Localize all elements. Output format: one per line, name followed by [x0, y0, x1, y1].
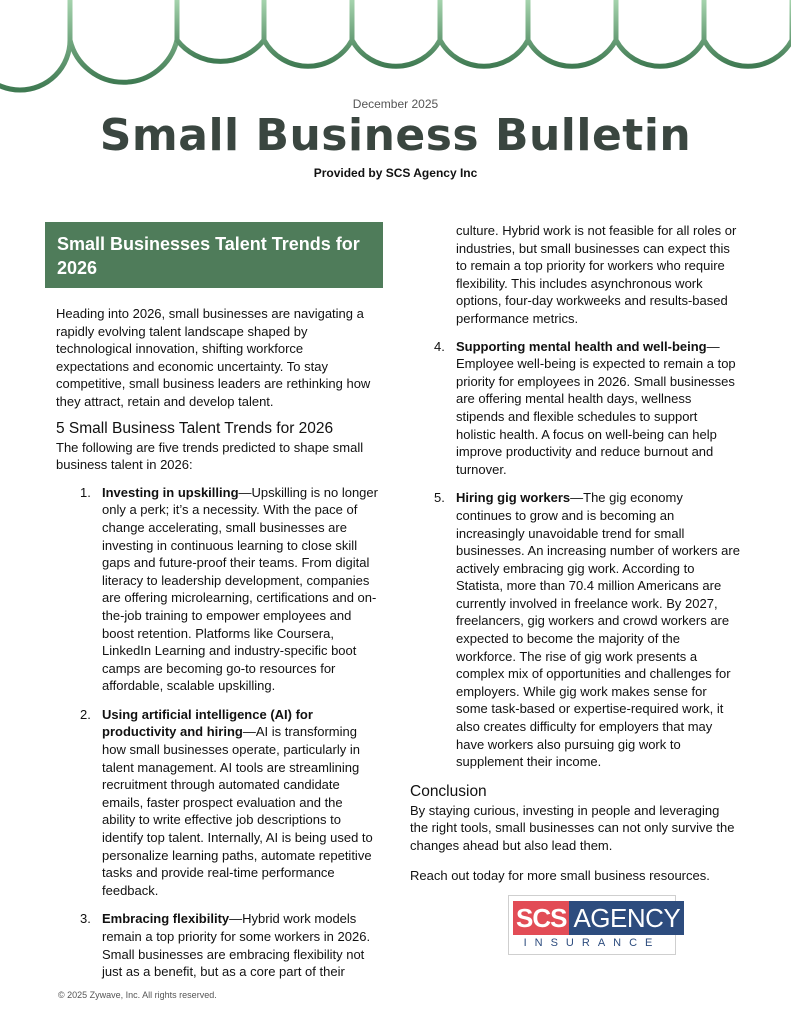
- trend-body: —The gig economy continues to grow and is becoming an increasingly unavoidable trend for small businesses. An increasing number of workers are actively embracing gig work. According to Statista, more than 70.4 million Americans are currently involved in freelance work. By 2027, freelancers, gig workers and crowd workers are expected to become the majority of the workforce. The rise of gig work presents a complex mix of opportunities and challenges for employers. While gig work makes sense for some task-based or expertise-required work, it also creates difficulty for employers that may have workers also pursuing gig work to supplement their income.: [456, 490, 740, 770]
- trend-title: Supporting mental health and well-being: [456, 338, 707, 354]
- list-item: 3. Embracing flexibility—Hybrid work models remain a top priority for some workers in 2026. Small businesses are embracing flexibility not just as a benefit, but as a core part of their: [80, 911, 371, 980]
- trend-title: Investing in upskilling: [102, 484, 239, 500]
- logo-agency: AGENCY: [569, 901, 684, 935]
- trend-title: Using artificial intelligence (AI) for productivity and hiring: [102, 706, 313, 740]
- trend-body: —Upskilling is no longer only a perk; it’s a necessity. With the pace of change accelerating, small businesses are investing in continuous learning to close skill gaps and future-proof their teams. From digital literacy to leadership development, companies are offering microlearning, certifications and on-the-job training to empower employees and boost retention. Platforms like Coursera, LinkedIn Learning and industry-specific boot camps are becoming go-to resources for affordable, scalable upskilling.: [102, 484, 378, 694]
- scallop-border: [0, 0, 791, 110]
- article-title-banner: Small Businesses Talent Trends for 2026: [45, 222, 383, 288]
- trend-body: —Employee well-being is expected to remain a top priority for employees in 2026. Small businesses are offering mental health days, wellness stipends and flexible schedules to support holistic health. A focus on well-being can help improve productivity and reduce burnout and turnover.: [456, 338, 736, 477]
- list-item: 4. Supporting mental health and well-being—Employee well-being is expected to remain a top priority for employees in 2026. Small businesses are offering mental health days, wellness stipends and flexible schedules to support holistic health. A focus on well-being can help improve productivity and reduce burnout and turnover.: [434, 338, 736, 477]
- conclusion-paragraph: By staying curious, investing in people and leveraging the right tools, small businesses can not only survive the changes ahead but also lead them.: [410, 802, 735, 853]
- scs-agency-logo: [508, 895, 681, 955]
- newsletter-title: Small Business Bulletin: [99, 110, 692, 161]
- left-column: [56, 305, 378, 992]
- logo-insurance: INSURANCE: [523, 937, 661, 949]
- logo-scs: SCS: [513, 901, 569, 935]
- trend-title: Embracing flexibility: [102, 911, 230, 927]
- right-column: [410, 222, 740, 892]
- call-to-action: Reach out today for more small business resources.: [410, 867, 710, 883]
- provided-by: Provided by SCS Agency Inc: [313, 166, 478, 180]
- intro-paragraph: Heading into 2026, small businesses are navigating a rapidly evolving talent landscape shaped by technological innovation, shifting workforce expectations and economic uncertainty. To stay competitive, small business leaders are rethinking how they attract, retain and develop talent.: [56, 306, 371, 409]
- copyright-footer: © 2025 Zywave, Inc. All rights reserved.: [58, 990, 217, 1000]
- conclusion-heading: Conclusion: [410, 782, 487, 800]
- trend-body: —AI is transforming how small businesses operate, particularly in talent management. AI tools are streamlining recruitment through automated candidate emails, faster prospect evaluation and the ability to write effective job descriptions to identify top talent. Internally, AI is being used to personalize learning paths, automate repetitive tasks and provide real-time performance feedback.: [102, 724, 373, 898]
- trends-lead: The following are five trends predicted to shape small business talent in 2026:: [56, 439, 364, 473]
- list-item: 1. Investing in upskilling—Upskilling is no longer only a perk; it’s a necessity. With the pace of change accelerating, small businesses are investing in continuous learning to close skill gaps and future-proof their teams. From digital literacy to leadership development, companies are offering microlearning, certifications and on-the-job training to empower employees and boost retention. Platforms like Coursera, LinkedIn Learning and industry-specific boot camps are becoming go-to resources for affordable, scalable upskilling.: [80, 484, 378, 694]
- issue-date: December 2025: [352, 97, 439, 111]
- list-item: 5. Hiring gig workers—The gig economy continues to grow and is becoming an increasingly unavoidable trend for small businesses. An increasing number of workers are actively embracing gig work. According to Statista, more than 70.4 million Americans are currently involved in freelance work. By 2027, freelancers, gig workers and crowd workers are expected to become the majority of the workforce. The rise of gig work presents a complex mix of opportunities and challenges for employers. While gig work makes sense for some task-based or expertise-required work, it also creates difficulty for employers that may have workers also pursuing gig work to supplement their income.: [434, 490, 740, 770]
- trends-heading: 5 Small Business Talent Trends for 2026: [56, 419, 334, 437]
- trend-body: —Hybrid work models remain a top priority for some workers in 2026. Small businesses are embracing flexibility not just as a benefit, but as a core part of their: [102, 911, 371, 980]
- list-item: 2. Using artificial intelligence (AI) for productivity and hiring—AI is transforming how small businesses operate, particularly in talent management. AI tools are streamlining recruitment through automated candidate emails, faster prospect evaluation and the ability to write effective job descriptions to identify top talent. Internally, AI is being used to personalize learning paths, automate repetitive tasks and provide real-time performance feedback.: [80, 706, 373, 898]
- trends-list-continued: [410, 338, 740, 771]
- trends-list: [56, 484, 378, 981]
- trend-3-continuation: culture. Hybrid work is not feasible for all roles or industries, but small businesses can expect this to remain a top priority for workers who require flexibility. This includes asynchronous work options, four-day workweeks and results-based performance metrics.: [456, 223, 737, 326]
- trend-title: Hiring gig workers: [456, 490, 571, 506]
